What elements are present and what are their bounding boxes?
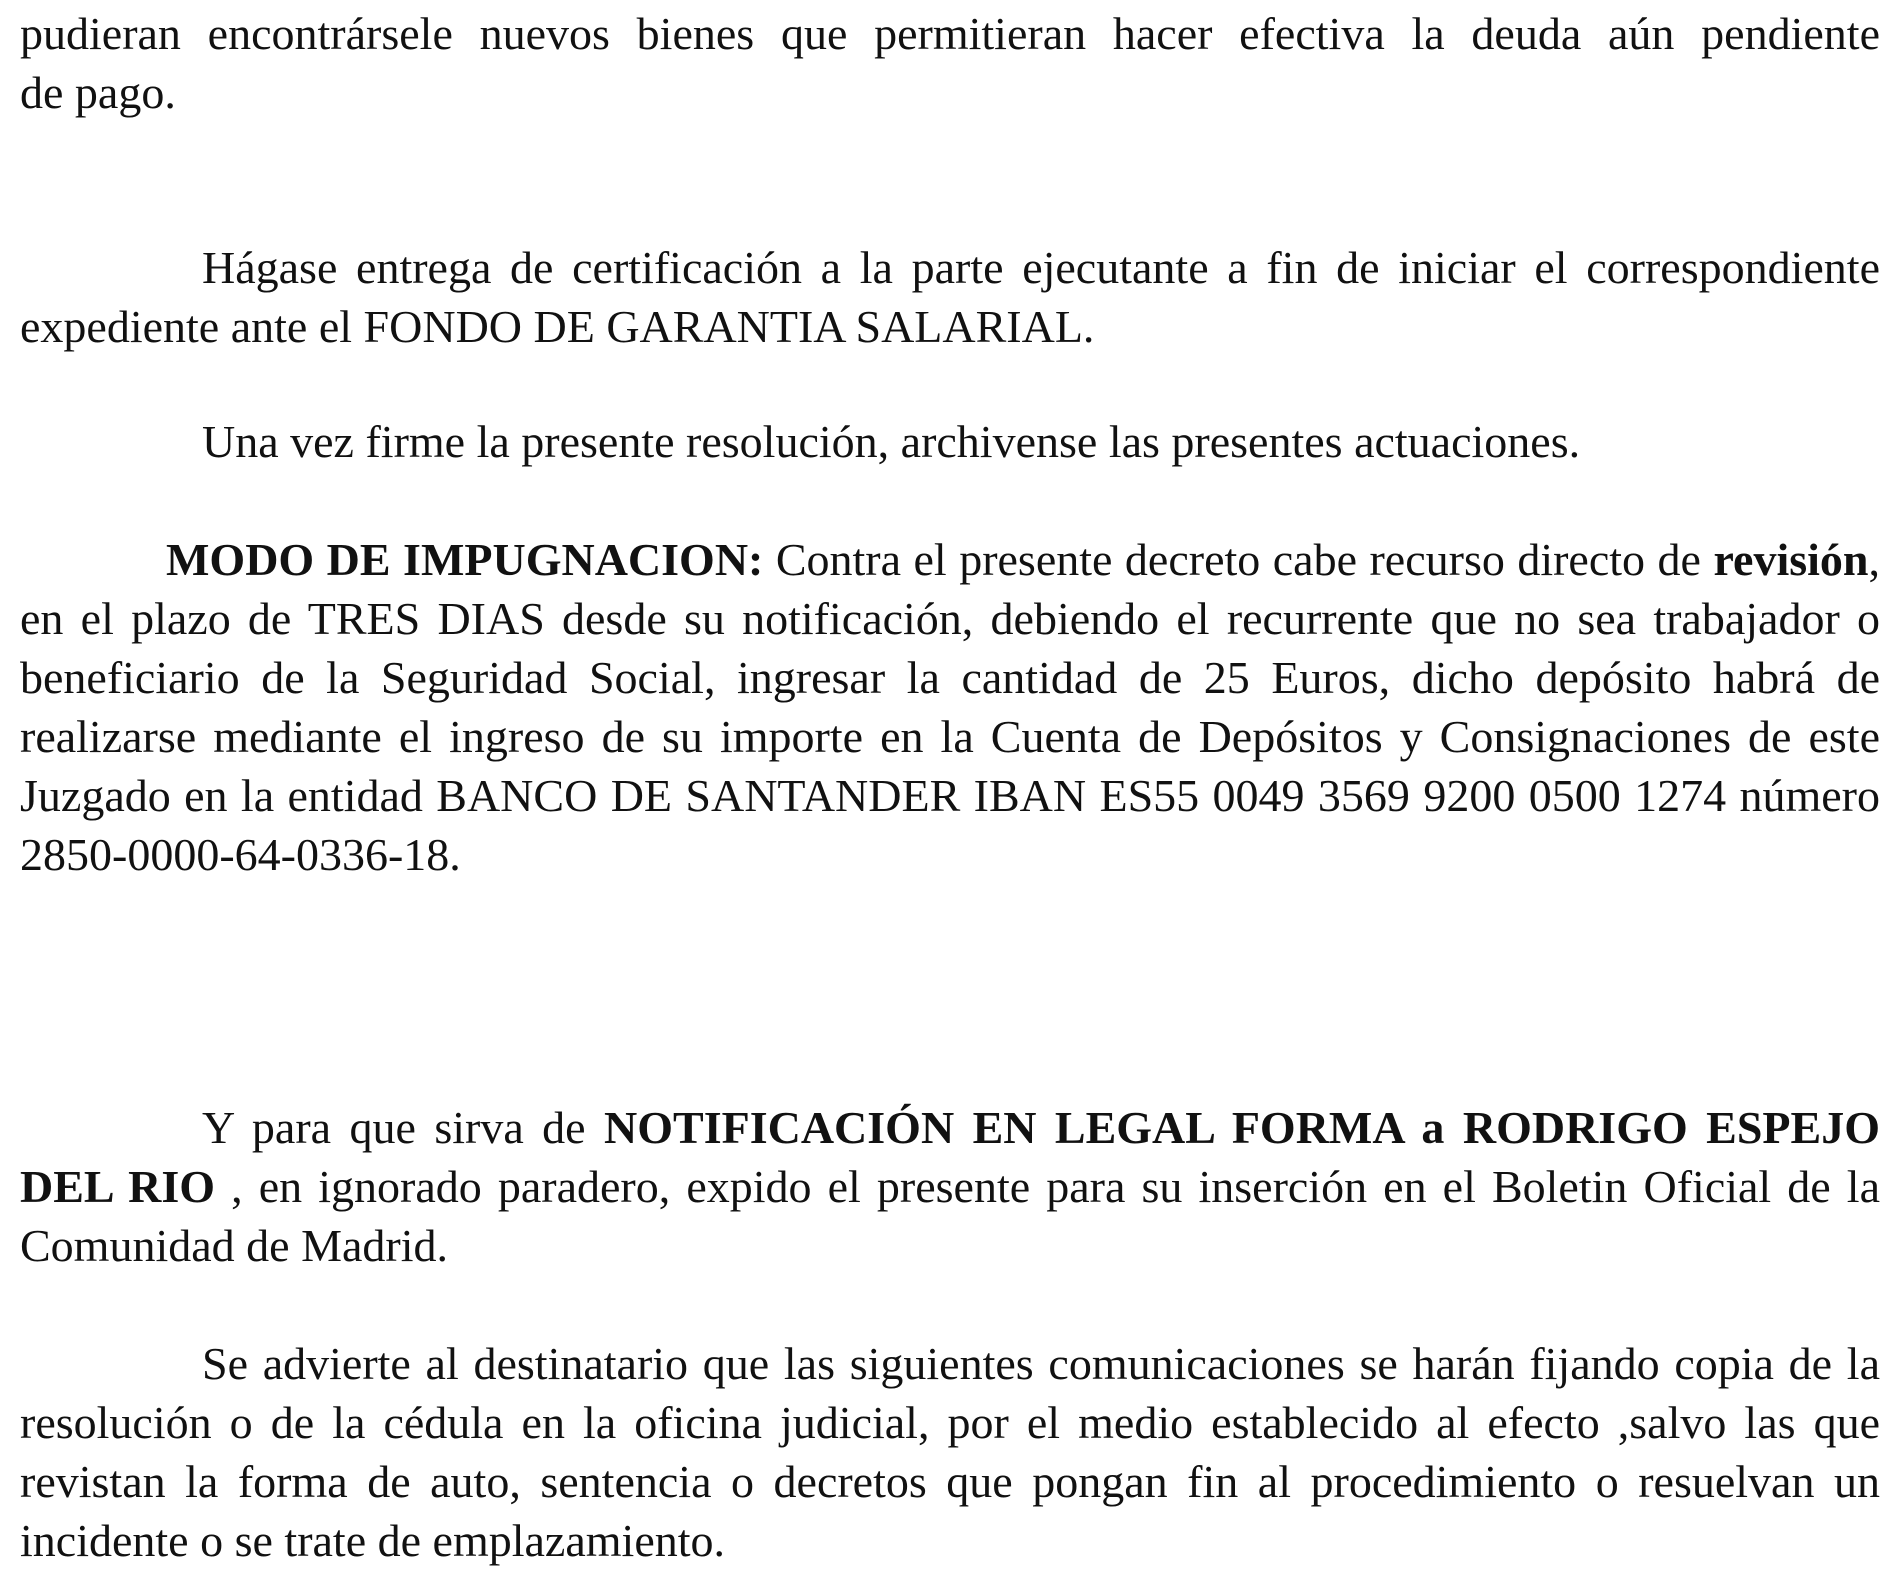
notification-recipient: NOTIFICACIÓN EN LEGAL FORMA a RODRIGO ESPEJO DEL RIO [20, 1102, 1880, 1212]
paragraph-certification: Hágase entrega de certificación a la parte ejecutante a fin de iniciar el correspondiente expediente ante el FONDO DE GARANTIA SALARIAL. [20, 242, 1880, 352]
paragraph-debt-pending [20, 4, 1880, 122]
paragraph-line: pudieran encontrársele nuevos bienes que permitieran hacer efectiva la deuda aún pendiente [20, 8, 1880, 59]
paragraph-text: Y para que sirva de [202, 1102, 605, 1153]
paragraph-impugnation [20, 530, 1880, 884]
paragraph-line: de pago. [20, 67, 176, 118]
paragraph-text: Contra el presente decreto cabe recurso directo de [763, 534, 1714, 585]
paragraph-text: , en ignorado paradero, expido el presente para su inserción en el Boletin Oficial de la Comunidad de Madrid. [20, 1161, 1881, 1271]
impugnation-heading: MODO DE IMPUGNACION: [166, 534, 764, 585]
paragraph-warning: Se advierte al destinatario que las siguientes comunicaciones se harán fijando copia de la resolución o de la cédula en la oficina judicial, por el medio establecido al efecto ,salvo las que revistan la forma de auto, sentencia o decretos que pongan fin al procedimiento o resuelvan un incidente o se trate de emplazamiento. [20, 1338, 1880, 1566]
paragraph-archive: Una vez firme la presente resolución, archivense las presentes actuaciones. [202, 416, 1581, 467]
paragraph-notification [20, 1098, 1880, 1275]
paragraph-text: , en el plazo de TRES DIAS desde su notificación, debiendo el recurrente que no sea trabajador o beneficiario de la Seguridad Social, ingresar la cantidad de 25 Euros, dicho depósito habrá de realizarse mediante el ingreso de su importe en la Cuenta de Depósitos y Consignaciones de este Juzgado en la entidad BANCO DE SANTANDER IBAN ES55 0049 3569 9200 0500 1274 número 2850-0000-64-0336-18. [20, 534, 1880, 880]
revision-term: revisión [1713, 534, 1869, 585]
